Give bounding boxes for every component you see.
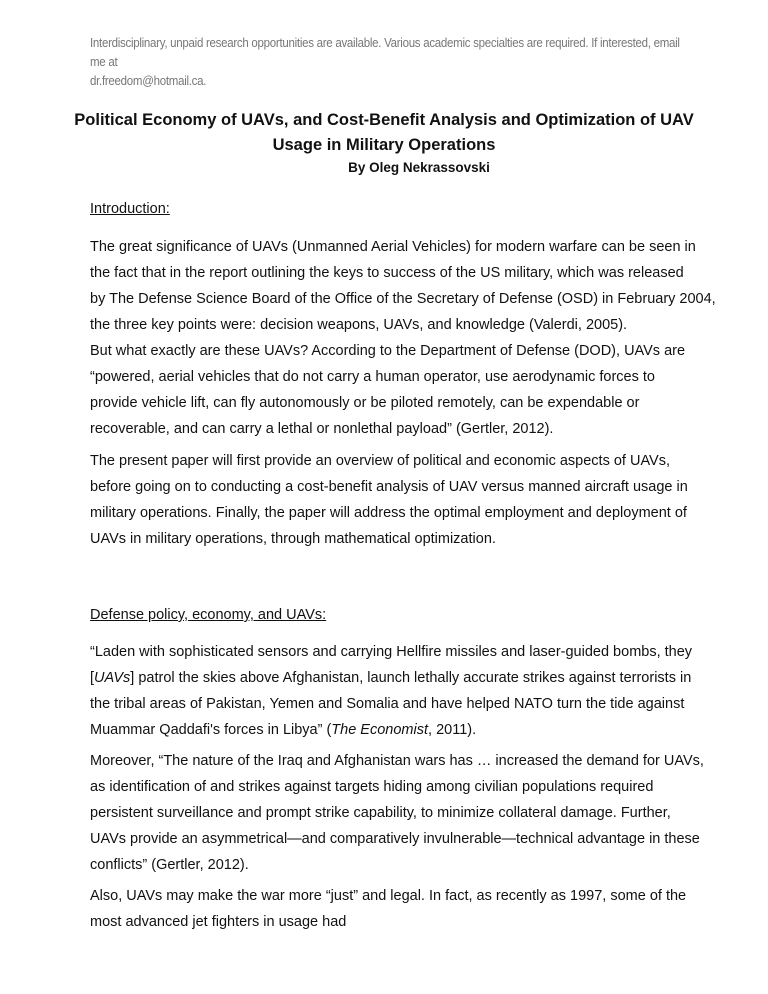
text-line: [90, 800, 704, 826]
title-line: Political Economy of UAVs, and Cost-Benefit Analysis and Optimization of UAV: [74, 111, 694, 129]
text-segment: by The Defense Science Board of the Office of the Secretary of Defense (OSD) in February 2004,: [90, 291, 716, 307]
text-segment: conflicts” (Gertler, 2012).: [90, 857, 249, 873]
text-line: [90, 500, 688, 526]
text-line: [90, 234, 716, 260]
header-note-email: dr.freedom@hotmail.ca.: [90, 74, 207, 88]
text-segment: ] patrol the skies above Afghanistan, launch lethally accurate strikes against terrorists in: [130, 670, 692, 686]
text-segment: the fact that in the report outlining the keys to success of the US military, which was released: [90, 265, 684, 281]
text-segment: provide vehicle lift, can fly autonomously or be piloted remotely, can be expendable or: [90, 395, 640, 411]
document-title: [60, 108, 708, 158]
title-line: Usage in Military Operations: [272, 136, 496, 154]
text-line: [90, 665, 692, 691]
paragraph: [90, 448, 688, 552]
text-segment: “Laden with sophisticated sensors and carrying Hellfire missiles and laser-guided bombs, they: [90, 644, 693, 660]
text-segment: Moreover, “The nature of the Iraq and Afghanistan wars has … increased the demand for UAVs,: [90, 753, 704, 769]
text-segment: UAVs in military operations, through mathematical optimization.: [90, 531, 496, 547]
text-segment: The present paper will first provide an overview of political and economic aspects of UAVs,: [90, 453, 671, 469]
italic-text: UAVs: [94, 670, 131, 686]
paragraph: [90, 883, 686, 935]
section-heading: Defense policy, economy, and UAVs:: [90, 607, 327, 623]
text-segment: “powered, aerial vehicles that do not carry a human operator, use aerodynamic forces to: [90, 369, 655, 385]
paragraph: [90, 748, 704, 878]
text-line: [90, 909, 686, 935]
text-line: [90, 286, 716, 312]
text-segment: as identification of and strikes against targets hiding among civilian populations required: [90, 779, 654, 795]
text-segment: Also, UAVs may make the war more “just” and legal. In fact, as recently as 1997, some of the: [90, 888, 687, 904]
text-segment: the tribal areas of Pakistan, Yemen and Somalia and have helped NATO turn the tide against: [90, 696, 685, 712]
text-line: [90, 448, 688, 474]
text-segment: before going on to conducting a cost-benefit analysis of UAV versus manned aircraft usage in: [90, 479, 688, 495]
text-segment: persistent surveillance and prompt strike capability, to minimize collateral damage. Further,: [90, 805, 671, 821]
byline: By Oleg Nekrassovski: [348, 160, 490, 175]
text-segment: [: [90, 670, 95, 686]
text-line: [90, 883, 686, 909]
text-line: [90, 526, 688, 552]
text-segment: The great significance of UAVs (Unmanned Aerial Vehicles) for modern warfare can be seen in: [90, 239, 696, 255]
text-line: [90, 390, 685, 416]
paragraph: [90, 639, 692, 743]
text-line: [90, 364, 685, 390]
paragraph: [90, 338, 685, 442]
text-segment: recoverable, and can carry a lethal or nonlethal payload” (Gertler, 2012).: [90, 421, 554, 437]
text-line: [90, 260, 716, 286]
text-line: [90, 639, 692, 665]
text-segment: Muammar Qaddafi's forces in Libya” (: [90, 722, 332, 738]
paragraph: [90, 234, 716, 338]
text-segment: the three key points were: decision weapons, UAVs, and knowledge (Valerdi, 2005).: [90, 317, 628, 333]
text-line: [90, 852, 704, 878]
text-segment: , 2011).: [428, 722, 477, 738]
text-line: [90, 474, 688, 500]
text-line: [90, 312, 716, 338]
text-line: [90, 338, 685, 364]
text-segment: UAVs provide an asymmetrical—and comparatively invulnerable—technical advantage in these: [90, 831, 700, 847]
text-line: [90, 774, 704, 800]
text-line: [90, 748, 704, 774]
text-segment: military operations. Finally, the paper will address the optimal employment and deployment of: [90, 505, 687, 521]
section-heading: Introduction:: [90, 201, 170, 217]
text-line: [90, 826, 704, 852]
header-note: [90, 34, 688, 91]
text-line: [90, 691, 692, 717]
text-line: [90, 416, 685, 442]
text-segment: most advanced jet fighters in usage had: [90, 914, 347, 930]
text-line: [90, 717, 692, 743]
header-note-line: Interdisciplinary, unpaid research opportunities are available. Various academic specialties are required. If interested, email me at: [90, 36, 680, 69]
italic-text: The Economist: [331, 722, 429, 738]
text-segment: But what exactly are these UAVs? According to the Department of Defense (DOD), UAVs are: [90, 343, 686, 359]
